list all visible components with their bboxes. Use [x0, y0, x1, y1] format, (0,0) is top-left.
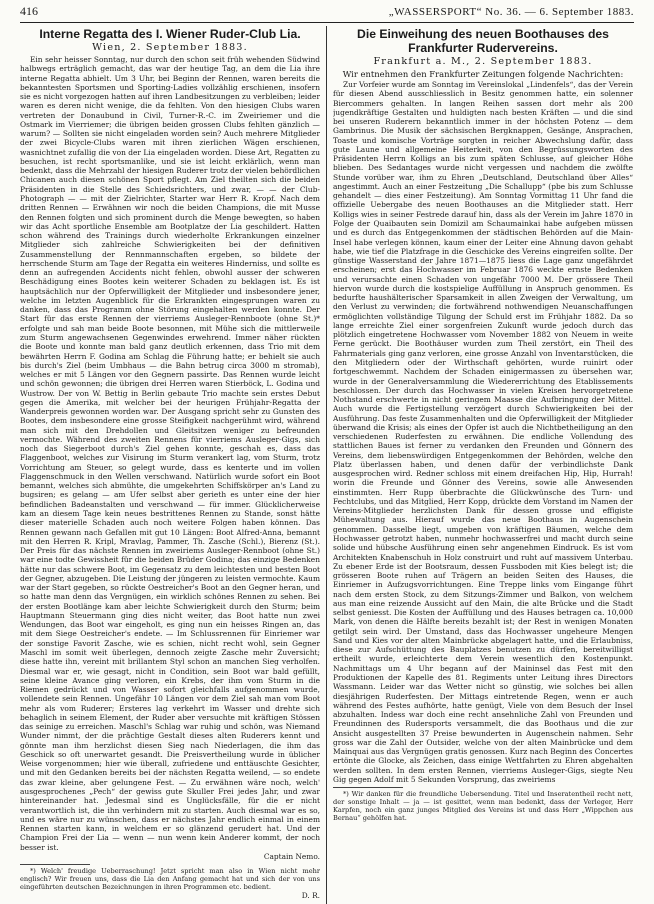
footnote-rule: [333, 787, 403, 788]
right-article-title: Die Einweihung des neuen Boothauses des Frankfurter Rudervereins.: [357, 27, 609, 55]
publication-title: „WASSERSPORT“ No. 36. — 6. September 1883.: [388, 6, 634, 18]
left-footnote: *) Welch' freudige Ueberraschung! Jetzt spricht man also in Wien nicht mehr englisch? Wir freuen uns, dass die Lia den Anfang gemacht hat und sich der von uns eingeführten deutschen Bezeichnungen in ihren Programmen etc. bedient.: [20, 866, 320, 891]
left-article-body: Ein sehr heisser Sonntag, nur durch den schon seit früh wehenden Südwind halbwegs erträglich gemacht, das war der heutige Tag, an dem die Lia ihre interne Regatta abhielt. Um 3 Uhr, bei Beginn der Rennen, waren bereits die bekanntesten Sportsmen und Sporting-Ladies vollzählig erschienen, insofern sie es nicht vorgezogen hatten auf ihren Landbesitzungen zu verbleiben; leider waren es deren nicht wenige, die da fehlten. Von den hiesigen Clubs waren vertreten der Donaubund in Civil, Turner-R.-C. im Zweiriemer und die Ostmark im Vierriemer; die übrigen beiden grossen Clubs fehlten gänzlich — warum? — Sollten sie nicht eingeladen worden sein? Auch mehrere Mitglieder der zwei Bicycle-Clubs waren mit ihren zierlichen Wägen erschienen, wasnichtnet zufallig die von der Lia eingeladen worden. Diese Art, Regatten zu besuchen, ist recht sportsmanlike, und sie ist leicht erklärlich, wenn man bedenkt, dass die Mehrzahl der hiesigen Ruderer trotz der vielen behördlichen Chicanen auch diesen schönen Sport pflegt. Am Ziel theilten sich die beiden Präsidenten in die Stelle des Schiedsrichters, und zwar, — — der Club-Photograph — — mit der Zielrichter, Starter war Herr R. Kropf. Nach dem dritten Rennen — Erwähnen wir noch die beiden Champions, die mit Musse den Rennen folgten und sich prominent durch die Menge bewegten, so haben wir das Acht sportliche Ensemble am Bootplatze der Lia geschildert. Hatten schon während des Trainings durch wiederholte Erkrankungen einzelner Mitglieder sich zahlreiche Schwierigkeiten bei der definitiven Zusammenstellung der Rennmannschaften ergeben, so bildete der herrschende Sturm am Tage der Regatta ein weiteres Hinderniss, und sollte es denn an aufregenden Accidents nicht fehlen, obwohl ausser der schweren Beschädigung eines Bootes kein weiterer Schaden zu beklagen ist. Es ist hauptsächlich nur der Opferwilligkeit der Mitglieder und insbesondere jener, welche im letzten Augenblick für die Erkrankten eingesprungen waren zu danken, dass das Programm ohne Störung eingehalten werden konnte. Der Start für das erste Rennen der vierriems Ausleger-Rennboote (ohne St.)* erfolgte und sah man beide Boote besonnen, mit Mühe sich die mittlerweile zum Sturm angewachsenen Gegenwindes erwehrend. Immer näher rückten die Boote und konnte man bald ganz deutlich erkennen, dass Trio mit dem bewährten Herrn F. Godina am Schlag die Führung hatte; er behielt sie auch bis durch's Ziel (beim Umbhaus — die Bahn betrug circa 3000 m stromab), welches er mit 5 Längen vor den Gegnern passirte. Das Rennen wurde leicht und schön gewonnen; die übrigen drei Herren waren Stierböck, L. Godina und Wustrow. Der von W. Bettig in Berlin gebaute Trio machte sein erstes Debut gegen die Amerika, mit welcher bei der heurigen Frühjahr-Regatta der Wanderpreis gewonnen worden war. Der Ausgang spricht sehr zu Gunsten des Bootes, dem insbesondere eine grosse Steifigkeit nachgerühmt wird, während man sich mit den Drehdollen und Gleitsitzen weniger zu befreunden vermochte. Während des zweiten Rennens für vierriems Ausleger-Gigs, sich noch das Siegerboot durch's Ziel gehen konnte, geschah es, dass das Flaggenboot, welches zur Visirung im Sturm verankert lag, vom Sturm, trotz Vorrichtung am Steuer, so gelegt wurde, dass es kenterte und im vollen Flaggenschmuck in den Wellen verschwand. Natürlich wurde sofort ein Boot bemannt, welches sich abmühte, die umgekehrten Schiffskörper an's Land zu bugsiren; es gelang — am Ufer selbst aber gerieth es unter eine der hier befindlichen Badeanstalten und verschwand — für immer. Glücklicherweise kam an diesem Tage kein neues bestrittenes Rennen zu Stande, sonst hätte dieser materielle Schaden auch noch weitere Folgen haben können. Das Rennen gewann nach Gefallen mit gut 10 Längen: Boot Alfred-Anna, bemannt mit den Herren R. Kripl, Mravlag, Pammer, Th. Zasche (Schl.), Bierenz (St.). Der Preis für das nächste Rennen im zweiriems Ausleger-Rennboot (ohne St.) war eine todte Gewissheit für die beiden Brüder Godina; das einzige Bedenken hätte nur das schwere Boot, im Gegensatz zu dem leichtesten und besten Boot der Gegner, abzugeben. Die Leistung der jüngeren zu leisten vermochte. Kaum war der Start gegeben, so rückte Oestreicher's Boot an den Gegner heran, und so hatte man denn das Vergnügen, ein wirklich schönes Rennen zu sehen. Bei der ersten Bootlänge kam aber leichte Schwierigkeit durch den Sturm; beim Hauptmann Steuermann ging dies nicht weiter, das Boot hatte nun zwei Wendungen, das Boot war eingeholt, es ging nun ein heisses Ringen an, das mit dem Siege Oestreicher's endete. — Im Schlussrennen für Einriemer war der sonstige Favorit Zasche, wie es schien, nicht recht wohl, sein Gegner Maschl im somit weit überlegen, dennoch zeigte Zasche mehr Zuversicht; diese hatte ihn, vereint mit brillantem Styl schon an manchen Sieg verholfen. Diesmal war er, wie gesagt, nicht in Condition, sein Boot war bald gefüllt, seine kleine Avance ging verloren, ein Krebs, der ihm vom Sturm in die Riemen gedrückt und von Wasser sofort gleichfalls aufgenommen wurde, vollendete sein Rennen. Ungefähr 10 Längen vor dem Ziel sah man vom Boot mehr als vom Ruderer; Ersteres lag verkehrt im Wasser und drehte sich behaglich in seinem Element, der Ruder aber versuchte mit kräftigen Stössen das seinige zu erreichen. Maschl's Schlag war ruhig und schön, was Niemand Wunder nimmt, der die prächtige Gestalt dieses alten Ruderers kennt und gönnte man ihm herzlichst diesen Sieg nach Niederlagen, die ihm das Geschick so oft unerwartet gesandt. Die Preisvertheilung wurde in üblicher Weise vorgenommen; hier wie überall, zufriedene und enttäuschte Gesichter, und mit den Gedanken bereits bei der nächsten Regatta weilend, — so endete das zwar kleine, aber gelungene Fest. — Zu erwähnen wäre noch, welch' ausgesprochenes „Pech“ der gewiss gute Skuller Frei jedes Jahr, und zwar hintereinander hat. Jedesmal sind es Unglücksfälle, für die er nicht verantwortlich ist, die ihn verhindern mit zu starten. Auch diesmal war es so, und es wäre nur zu wünschen, dass er nächstes Jahr endlich einmal in einem Rennen starten kann, in welchem er so glänzend gerudert hat. Und der Champion Frei der Lia — wenn — nun wenn kein Anderer kommt, der noch besser ist.: [20, 55, 320, 852]
right-article-intro: Wir entnehmen den Frankfurter Zeitungen folgende Nachrichten:: [342, 69, 624, 79]
running-header: [20, 4, 634, 20]
left-footnote-signature: D. R.: [301, 890, 320, 900]
right-article-dateline: Frankfurt a. M., 2. September 1883.: [373, 56, 593, 67]
column-divider: [326, 26, 327, 904]
right-footnote: *) Wir danken für die freundliche Uebersendung. Titel und Inseratentheil recht nett, der sonstige Inhalt — ja — ist gesittet, wenn man bedenkt, dass der Verleger, Herr Karpfen, noch ein ganz junges Mitglied des Vereins ist und dass Herr „Wippchen aus Bernau“ gehölfen hat.: [333, 790, 633, 823]
left-article-dateline: Wien, 2. September 1883.: [92, 42, 248, 53]
right-column: [333, 26, 633, 904]
right-article-body: Zur Vorfeier wurde am Sonntag im Vereinslokal „Lindenfels“, das der Verein für diesen Abend ausschliesslich in Besitz genommen hatte, ein solenner Biercommers gehalten. In langen Reihen sassen dort mehr als 200 jugendkräftige Gestalten und huldigten nach besten Kräften — und die sind bei unseren Ruderern bekanntlich immer in der höchsten Potenz — dem Gambrinus. Die Musik der sächsischen Bergknappen, Gesänge, Ansprachen, Toaste und komische Vorträge sorgten in reicher Abwechslung dafür, dass gute Laune und allgemeine Heiterkeit, von den Begrüssungsworten des Präsidenten Herrn Kolligs an bis zum späten Schlusse, auf gleicher Höhe blieben. Des Sedantages wurde nicht vergessen und nachdem die zwölfte Stunde vorüber war, ihm zu Ehren „Deutschland, Deutschland über Alles“ angestimmt. Auch an einer Festzeitung „Die Schallupp“ (pbe bis zum Schlusse gehandelt — dies einer Festzeitung). Am Sonntag Vormittag 11 Uhr fand die offizielle Uebergabe des neuen Boothauses an die Mitglieder statt. Herr Kolligs wies in seiner Festrede darauf hin, dass als der Verein im Jahre 1870 in Folge der Quaibauten sein Domizil am Schaumainkai habe aufgeben müssen und es durch das Entgegenkommen der städtischen Behörden auf die Main-Insel habe verlegen können, kaum einer der Leiter eine Ahnung davon gehabt habe, wie tief die Platzfrage in die Geschicke des Vereins eingreifen sollte. Der günstige Wasserstand der Jahre 1871—1875 liess die Lage ganz ungefährdet erscheinen; erst das Hochwasser im Februar 1876 weckte ernste Bedenken und verursachte einen Schaden von ungefähr 7000 M. Der grössere Theil hiervon wurde durch die kostspielige Auffüllung in Anspruch genommen. Es bedurfte haushälterischer Sparsamkeit in allen Zweigen der Verwaltung, um den Verlust zu verwinden; die fortwährend nothwendigen Neuanschaffungen ermöglichten vollständige Tilgung der Schuld erst im Frühjahr 1882. Da so lange erreichte Ziel einer sorgenfreien Zukunft wurde jedoch durch das plötzlich eingetretene Hochwasser vom November 1882 von Neuem in weite Ferne gerückt. Die Boothäuser wurden zum Theil zerstört, ein Theil des Fahrmaterials ging ganz verloren, eine grosse Anzahl von Inventarstücken, die den Mitgliedern oder der Wirthschaft gehörten, wurde ruinirt oder fortgeschwemmt. Nachdem der Schaden einigermassen zu übersehen war, wurde in der Generalversammlung die Wiedererrichtung des Etablissements beschlossen. Der durch das Hochwasser in vielen Kreisen hervorgetretene Nothstand erschwerte in nicht geringem Maasse die Aufbringung der Mittel. Auch wurde die Fertigstellung verzögert durch Schwierigkeiten bei der Ausführung. Das feste Zusammenhalten und die Opferwilligkeit der Mitglieder überwand die Krisis; als eines der Opfer ist auch die Nichtbetheiligung an den verschiedenen Ruderfesten zu erwähnen. Die endliche Vollendung des stattlichen Baues ist ferner zu verdanken den Freunden und Gönnern des Vereins, dem liebenswürdigen Entgegenkommen der Behörden, welche den Platz überlassen haben, und denen dafür der verbindlichste Dank ausgesprochen wird. Redner schloss mit einem dreifachen Hip, Hip, Hurrah! worin die Freunde und Gönner des Vereins, sowie alle Anwesenden einstimmten. Herr Rupp überbrachte die Glückwünsche des Turn- und Fechtclubs, und das Mitglied, Herr Kopp, drückte dem Vorstand im Namen der Vereins-Mitglieder herzlichsten Dank für dessen grosse und effigiste Mühewaltung aus. Hierauf wurde das neue Boothaus in Augenschein genommen. Dasselbe liegt, umgeben von kräftigen Bäumen, welche dem Hochwasser getrotzt haben, nunmehr hochwasserfrei und macht durch seine solide und hübsche Ausführung einen sehr angenehmen Eindruck. Es ist vom Architekten Knabenschuh in Holz construirt und ruht auf massivem Unterbau. Zu ebener Erde ist der Bootsraum, dessen Fussboden mit Kies belegt ist; die grösseren Boote ruhen auf Trägern an beiden Seiten des Hauses, die Einriemer in Aufzugsvorrichtungen. Eine Treppe links vom Eingange führt nach dem ersten Stock, zu dem Sitzungs-Zimmer und Balkon, von welchem aus man eine reizende Aussicht auf den Main, die alte Brücke und die Stadt selbst geniesst. Die Kosten der Auffüllung und des Hauses betragen ca. 10,000 Mark, von denen die Hälfte bereits bezahlt ist; der Rest in wenigen Monaten getilgt sein wird. Der Umstand, dass das Hochwasser ungeheure Mengen Sand und Kies vor der alten Mainbrücke abgelagert hatte, und die Erlaubniss, diese zur Aufschüttung des Bauplatzes benutzen zu dürfen, bereitwilligst ertheilt wurde, erleichterte dem Verein wesentlich den Kostenpunkt. Nachmittags um 4 Uhr begann auf der Maininsel das Fest mit den Produktionen der Kapelle des 81. Regiments unter Leitung ihres Directors Wassmann. Leider war das Wetter nicht so günstig, wie solches bei allen diesjährigen Ruderfesten. Der Mittags eintretende Regen, wenn er auch während des Festes aufhörte, hatte genügt, Viele von dem Besuch der Insel abzuhalten. Indess war doch eine recht ansehnliche Zahl von Freunden und Freundinnen des Rudersports versammelt, die das Boothaus und die zur Ansicht ausgestellten 37 Preise bewunderten in Augenschein nahmen. Sehr gross war die Zahl der Outsider, welche von der alten Mainbrücke und dem Mainquai aus das Vergnügen gratis genossen. Kurz nach Beginn des Concertes ertönte die Glocke, als Zeichen, dass einige Wettfahrten zu Ehren abgehalten werden sollten. In dem ersten Rennen, vierriems Ausleger-Gigs, siegte Neu Gig gegen Adolf mit 5 Sekunden Vorsprung, das zweiriems: [333, 80, 633, 784]
page-number: 416: [20, 4, 38, 18]
columns: [20, 26, 634, 904]
header-rule: [20, 22, 634, 23]
left-column: [20, 26, 320, 904]
left-article-title: Interne Regatta des I. Wiener Ruder-Club Lia.: [39, 27, 301, 41]
left-article-signature: Captain Nemo.: [263, 851, 320, 861]
footnote-rule: [20, 864, 90, 865]
